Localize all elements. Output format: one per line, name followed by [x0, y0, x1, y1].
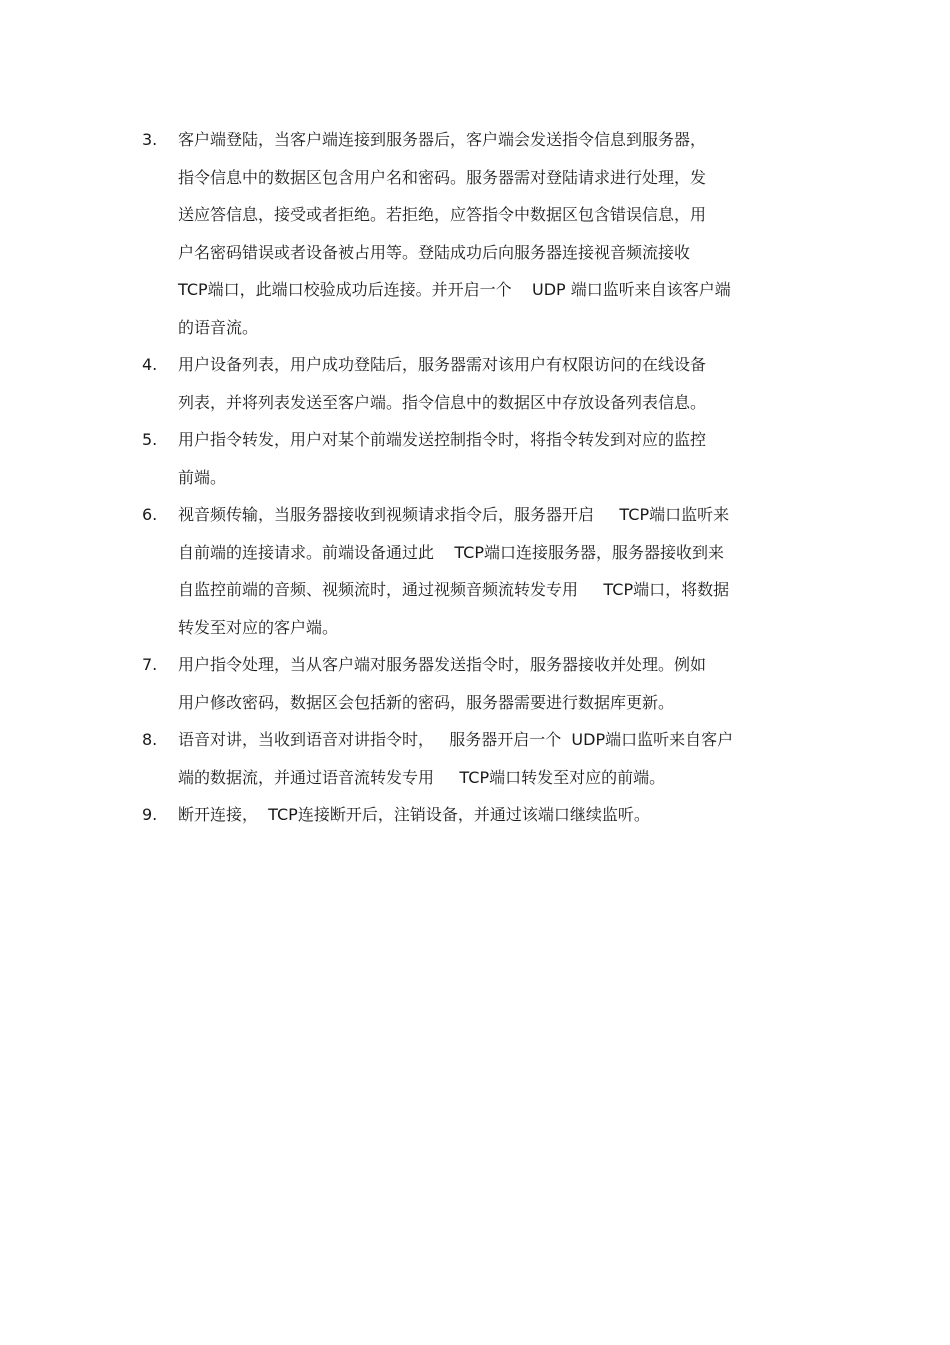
item-line: TCP端口，此端口校验成功后连接。并开启一个 UDP 端口监听来自该客户端	[178, 280, 731, 299]
item-line: 断开连接， TCP连接断开后，注销设备，并通过该端口继续监听。	[178, 805, 650, 824]
item-number: 4.	[142, 355, 158, 374]
list-item-4	[142, 346, 822, 421]
list-item-7	[142, 646, 822, 721]
item-number: 8.	[142, 730, 158, 749]
item-line: 用户修改密码，数据区会包括新的密码，服务器需要进行数据库更新。	[178, 692, 675, 712]
list-item-8	[142, 721, 822, 796]
list-item-3	[142, 121, 822, 346]
item-number: 3.	[142, 130, 158, 149]
item-line: 自前端的连接请求。前端设备通过此 TCP端口连接服务器，服务器接收到来	[178, 542, 725, 562]
item-line: 端的数据流，并通过语音流转发专用 TCP端口转发至对应的前端。	[178, 767, 666, 787]
list-item-5	[142, 421, 822, 496]
item-number: 5.	[142, 430, 158, 449]
item-line: 列表，并将列表发送至客户端。指令信息中的数据区中存放设备列表信息。	[178, 392, 707, 412]
item-number: 9.	[142, 805, 158, 824]
item-number: 7.	[142, 655, 158, 674]
list-item-9	[142, 796, 822, 834]
item-number: 6.	[142, 505, 158, 524]
item-line: 用户设备列表，用户成功登陆后，服务器需对该用户有权限访问的在线设备	[178, 355, 707, 374]
item-line: 前端。	[178, 467, 227, 487]
item-line: 自监控前端的音频、视频流时，通过视频音频流转发专用 TCP端口，将数据	[178, 580, 730, 599]
item-line: 用户指令转发，用户对某个前端发送控制指令时，将指令转发到对应的监控	[178, 430, 707, 449]
item-line: 户名密码错误或者设备被占用等。登陆成功后向服务器连接视音频流接收	[178, 242, 691, 262]
numbered-list	[142, 121, 822, 834]
list-item-6	[142, 496, 822, 646]
item-line: 指令信息中的数据区包含用户名和密码。服务器需对登陆请求进行处理，发	[178, 167, 707, 187]
item-line: 的语音流。	[178, 317, 259, 337]
item-line: 用户指令处理，当从客户端对服务器发送指令时，服务器接收并处理。例如	[178, 655, 707, 674]
item-line: 视音频传输，当服务器接收到视频请求指令后，服务器开启 TCP端口监听来	[178, 505, 730, 524]
item-line: 送应答信息，接受或者拒绝。若拒绝，应答指令中数据区包含错误信息，用	[178, 205, 707, 224]
item-line: 转发至对应的客户端。	[178, 617, 339, 637]
item-line: 语音对讲，当收到语音对讲指令时， 服务器开启一个 UDP端口监听来自客户	[178, 730, 734, 749]
item-line: 客户端登陆，当客户端连接到服务器后，客户端会发送指令信息到服务器，	[178, 130, 707, 149]
